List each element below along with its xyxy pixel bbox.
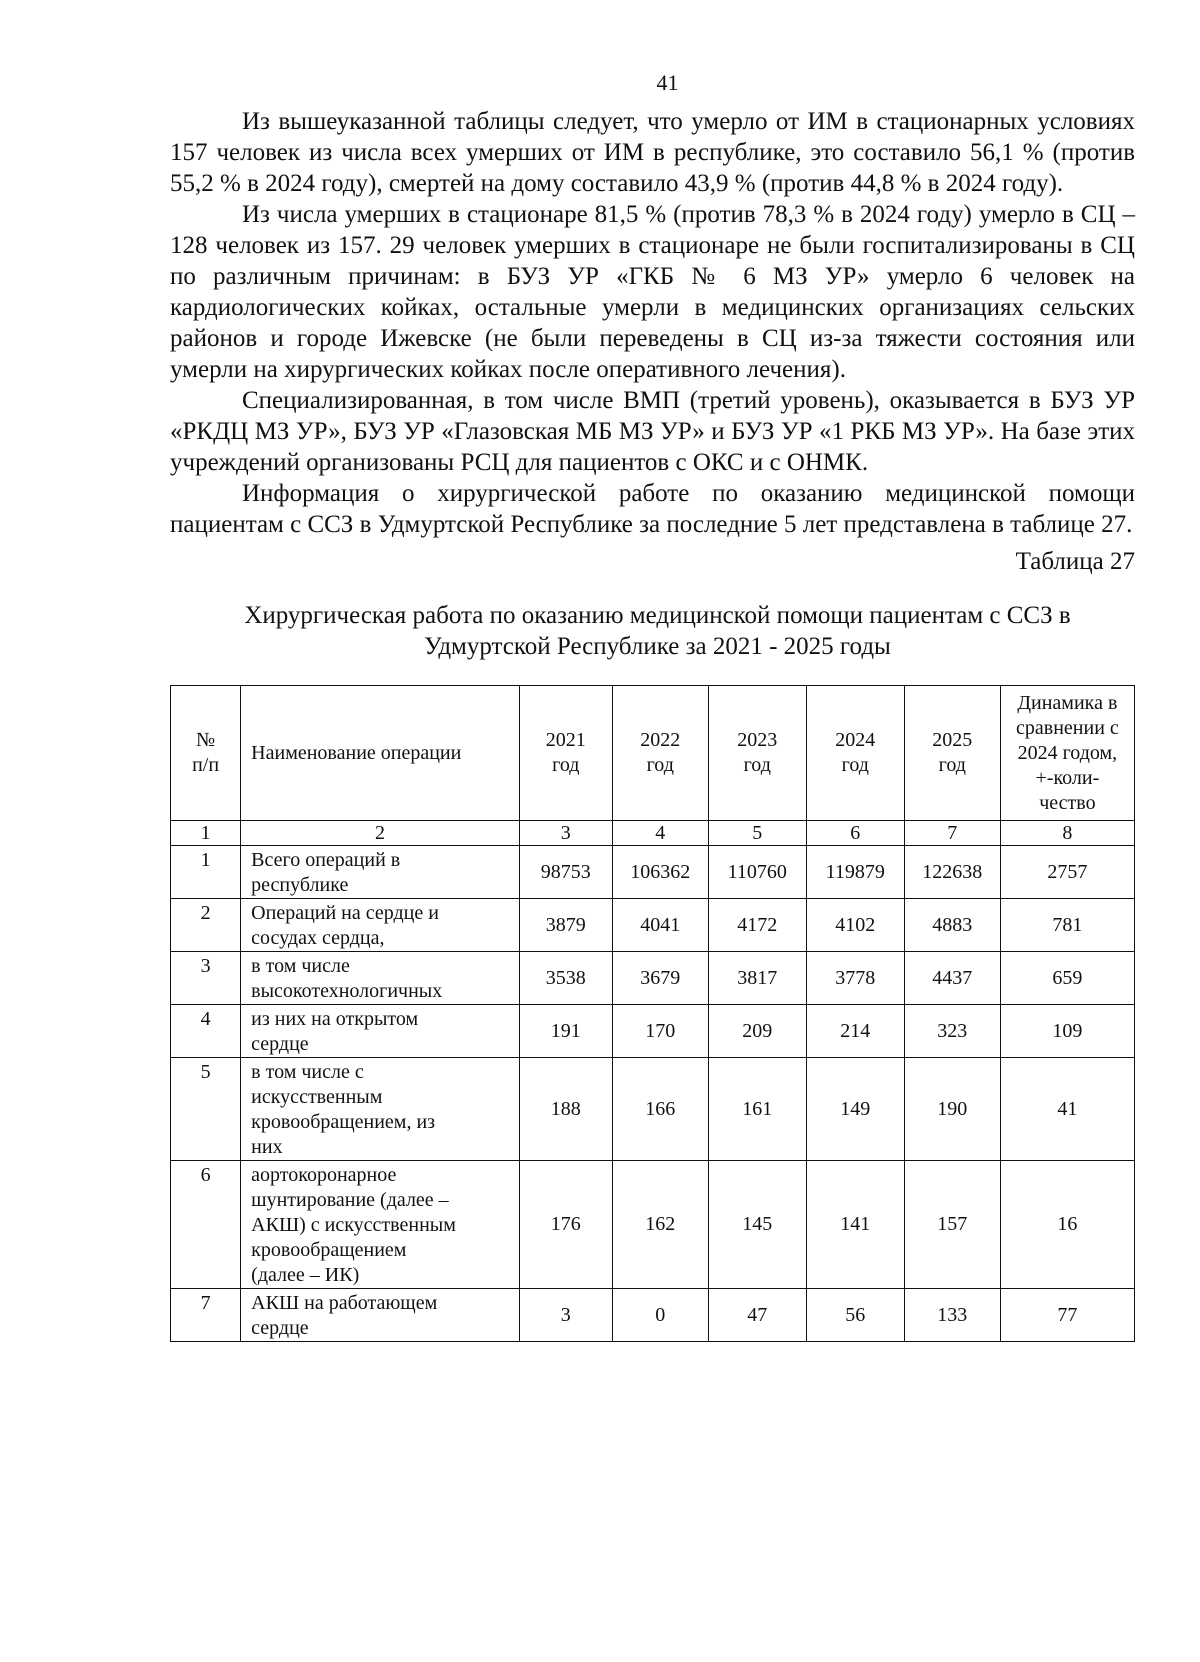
table-row bbox=[171, 846, 1135, 899]
value-dynamics: 41 bbox=[1000, 1058, 1134, 1161]
value-dynamics: 109 bbox=[1000, 1005, 1134, 1058]
value-2025: 4437 bbox=[904, 952, 1000, 1005]
table-title bbox=[170, 600, 1135, 662]
operation-name-line: сердце bbox=[251, 1317, 309, 1339]
header-dynamics: Динамика в сравнении с 2024 годом, +-коли- чество bbox=[1000, 686, 1134, 821]
operation-name-line: аортокоронарное bbox=[251, 1164, 397, 1186]
operation-name-line: высокотехнологичных bbox=[251, 980, 443, 1002]
paragraph-2: Из числа умерших в стационаре 81,5 % (против 78,3 % в 2024 году) умерло в СЦ – 128 человек из 157. 29 человек умерших в стационаре не были госпитализированы в СЦ по различным причинам: в БУЗ УР «ГКБ № 6 МЗ УР» умерло 6 человек на кардиологических койках, остальные умерли в медицинских организациях сельских районов и городе Ижевске (не были переведены в СЦ из-за тяжести состояния или умерли на хирургических койках после оперативного лечения). bbox=[170, 201, 1135, 383]
value-2025: 133 bbox=[904, 1289, 1000, 1342]
value-2021: 3538 bbox=[519, 952, 612, 1005]
table-row bbox=[171, 952, 1135, 1005]
col-number: 3 bbox=[519, 821, 612, 846]
table-row bbox=[171, 1058, 1135, 1161]
operation-name-line: Операций на сердце и bbox=[251, 902, 439, 924]
operation-name bbox=[241, 952, 520, 1005]
value-2023: 209 bbox=[708, 1005, 806, 1058]
header-2021: 2021 год bbox=[519, 686, 612, 821]
operation-name bbox=[241, 1289, 520, 1342]
surgery-table bbox=[170, 685, 1135, 1342]
operation-name-line: в том числе с bbox=[251, 1061, 364, 1083]
col-number: 4 bbox=[612, 821, 708, 846]
operation-name-line: АКШ на работающем bbox=[251, 1292, 438, 1314]
value-2022: 0 bbox=[612, 1289, 708, 1342]
operation-name bbox=[241, 846, 520, 899]
value-2022: 170 bbox=[612, 1005, 708, 1058]
header-2022: 2022 год bbox=[612, 686, 708, 821]
header-2023: 2023 год bbox=[708, 686, 806, 821]
value-2023: 47 bbox=[708, 1289, 806, 1342]
value-2024: 141 bbox=[806, 1161, 904, 1289]
value-dynamics: 77 bbox=[1000, 1289, 1134, 1342]
col-number: 8 bbox=[1000, 821, 1134, 846]
value-2024: 214 bbox=[806, 1005, 904, 1058]
header-2024: 2024 год bbox=[806, 686, 904, 821]
table-row bbox=[171, 899, 1135, 952]
value-2022: 162 bbox=[612, 1161, 708, 1289]
col-number: 7 bbox=[904, 821, 1000, 846]
value-2025: 157 bbox=[904, 1161, 1000, 1289]
operation-name-line: искусственным bbox=[251, 1086, 383, 1108]
paragraph-3: Специализированная, в том числе ВМП (третий уровень), оказывается в БУЗ УР «РКДЦ МЗ УР», БУЗ УР «Глазовская МБ МЗ УР» и БУЗ УР «1 РКБ МЗ УР». На базе этих учреждений организованы РСЦ для пациентов с ОКС и с ОНМК. bbox=[170, 387, 1135, 476]
value-2025: 4883 bbox=[904, 899, 1000, 952]
row-number: 6 bbox=[171, 1161, 241, 1289]
row-number: 7 bbox=[171, 1289, 241, 1342]
table-title-line-1: Хирургическая работа по оказанию медицинской помощи пациентам с ССЗ в bbox=[244, 602, 1071, 629]
page-number: 41 bbox=[656, 70, 679, 95]
operation-name-line: шунтирование (далее – bbox=[251, 1189, 449, 1211]
value-2021: 191 bbox=[519, 1005, 612, 1058]
col-number: 2 bbox=[241, 821, 520, 846]
table-label: Таблица 27 bbox=[1015, 548, 1135, 575]
value-2021: 98753 bbox=[519, 846, 612, 899]
operation-name-line: них bbox=[251, 1136, 283, 1158]
value-2024: 3778 bbox=[806, 952, 904, 1005]
table-row bbox=[171, 1005, 1135, 1058]
value-2021: 176 bbox=[519, 1161, 612, 1289]
operation-name bbox=[241, 899, 520, 952]
value-2022: 4041 bbox=[612, 899, 708, 952]
operation-name-line: Всего операций в bbox=[251, 849, 401, 871]
column-number-row bbox=[171, 821, 1135, 846]
value-2021: 188 bbox=[519, 1058, 612, 1161]
operation-name-line: кровообращением bbox=[251, 1239, 407, 1261]
value-2025: 190 bbox=[904, 1058, 1000, 1161]
value-dynamics: 781 bbox=[1000, 899, 1134, 952]
table-row bbox=[171, 1289, 1135, 1342]
value-2021: 3 bbox=[519, 1289, 612, 1342]
value-2025: 122638 bbox=[904, 846, 1000, 899]
operation-name-line: АКШ) с искусственным bbox=[251, 1214, 456, 1236]
operation-name-line: сосудах сердца, bbox=[251, 927, 385, 949]
row-number: 5 bbox=[171, 1058, 241, 1161]
col-number: 1 bbox=[171, 821, 241, 846]
operation-name bbox=[241, 1005, 520, 1058]
value-2023: 4172 bbox=[708, 899, 806, 952]
operation-name-line: (далее – ИК) bbox=[251, 1264, 360, 1286]
table-row bbox=[171, 1161, 1135, 1289]
value-2024: 119879 bbox=[806, 846, 904, 899]
value-2024: 149 bbox=[806, 1058, 904, 1161]
table-title-line-2: Удмуртской Республике за 2021 - 2025 годы bbox=[424, 633, 891, 660]
row-number: 2 bbox=[171, 899, 241, 952]
row-number: 3 bbox=[171, 952, 241, 1005]
operation-name-line: республике bbox=[251, 874, 349, 896]
value-2025: 323 bbox=[904, 1005, 1000, 1058]
value-2024: 4102 bbox=[806, 899, 904, 952]
operation-name-line: в том числе bbox=[251, 955, 350, 977]
value-2022: 106362 bbox=[612, 846, 708, 899]
operation-name-line: из них на открытом bbox=[251, 1008, 419, 1030]
value-2022: 166 bbox=[612, 1058, 708, 1161]
value-2024: 56 bbox=[806, 1289, 904, 1342]
value-dynamics: 16 bbox=[1000, 1161, 1134, 1289]
col-number: 6 bbox=[806, 821, 904, 846]
header-2025: 2025 год bbox=[904, 686, 1000, 821]
value-2023: 161 bbox=[708, 1058, 806, 1161]
header-num: № п/п bbox=[171, 686, 241, 821]
value-2021: 3879 bbox=[519, 899, 612, 952]
row-number: 4 bbox=[171, 1005, 241, 1058]
operation-name-line: сердце bbox=[251, 1033, 309, 1055]
table-header-row bbox=[171, 686, 1135, 821]
header-operation-name: Наименование операции bbox=[241, 686, 520, 821]
document-page bbox=[170, 70, 1135, 1342]
value-2022: 3679 bbox=[612, 952, 708, 1005]
row-number: 1 bbox=[171, 846, 241, 899]
col-number: 5 bbox=[708, 821, 806, 846]
value-2023: 3817 bbox=[708, 952, 806, 1005]
value-dynamics: 659 bbox=[1000, 952, 1134, 1005]
value-2023: 145 bbox=[708, 1161, 806, 1289]
paragraph-4: Информация о хирургической работе по оказанию медицинской помощи пациентам с ССЗ в Удмуртской Республике за последние 5 лет представлена в таблице 27. bbox=[170, 480, 1135, 538]
operation-name bbox=[241, 1161, 520, 1289]
operation-name bbox=[241, 1058, 520, 1161]
paragraph-1: Из вышеуказанной таблицы следует, что умерло от ИМ в стационарных условиях 157 человек из числа всех умерших от ИМ в республике, это составило 56,1 % (против 55,2 % в 2024 году), смертей на дому составило 43,9 % (против 44,8 % в 2024 году). bbox=[170, 108, 1135, 197]
value-2023: 110760 bbox=[708, 846, 806, 899]
operation-name-line: кровообращением, из bbox=[251, 1111, 436, 1133]
value-dynamics: 2757 bbox=[1000, 846, 1134, 899]
